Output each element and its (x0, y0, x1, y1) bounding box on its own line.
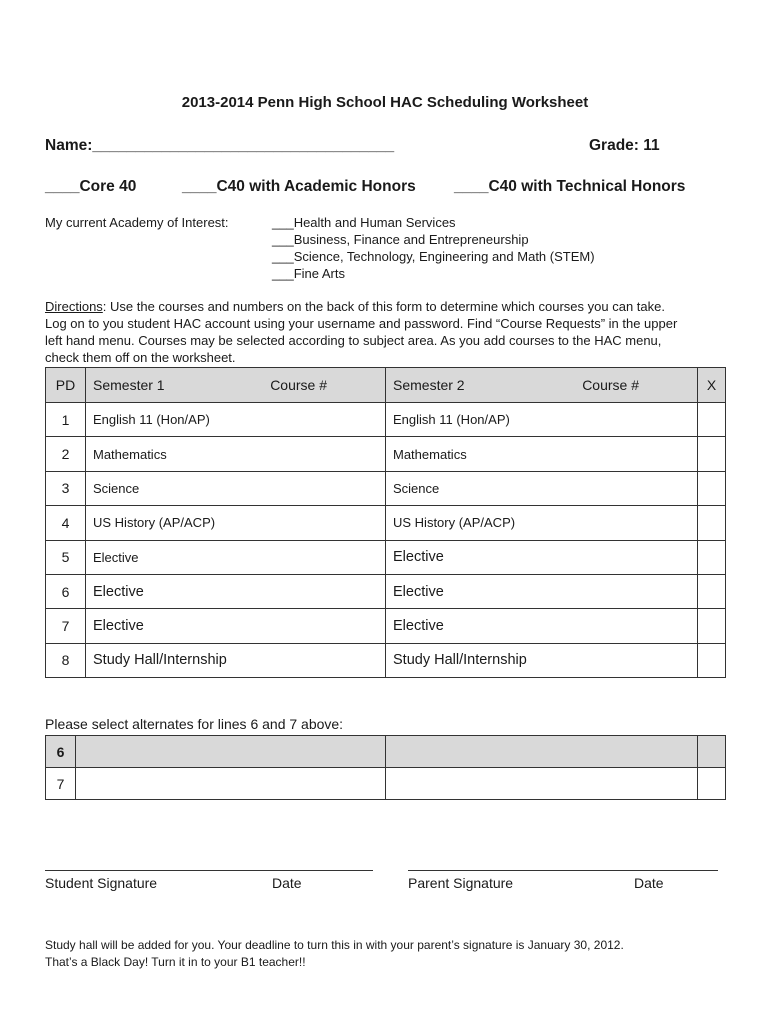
table-row (46, 574, 726, 608)
alternate-semester-1[interactable] (76, 736, 386, 768)
header-x: X (698, 368, 726, 403)
footer-line-1: Study hall will be added for you. Your deadline to turn this in with your parent’s signature is January 30, 2012. (45, 938, 624, 952)
grade-label: Grade: 11 (589, 137, 660, 154)
academy-option-business[interactable]: ___Business, Finance and Entrepreneurship (272, 232, 529, 247)
student-signature-line[interactable] (45, 870, 373, 871)
header-semester-1: Semester 1 Course # (86, 368, 386, 403)
parent-date-label: Date (634, 875, 664, 891)
row-checkbox[interactable] (698, 540, 726, 574)
student-date-label: Date (272, 875, 302, 891)
alternate-row-number: 6 (46, 736, 76, 768)
row-checkbox[interactable] (698, 437, 726, 471)
academy-option-fine-arts[interactable]: ___Fine Arts (272, 266, 345, 281)
row-pd: 7 (46, 609, 86, 643)
row-semester-2[interactable]: Study Hall/Internship (386, 643, 698, 677)
row-semester-2[interactable]: US History (AP/ACP) (386, 506, 698, 540)
track-core40[interactable]: ____Core 40 (45, 178, 137, 195)
table-row (46, 471, 726, 505)
row-pd: 2 (46, 437, 86, 471)
footer-line-2: That’s a Black Day! Turn it in to your B1 teacher!! (45, 955, 306, 969)
row-checkbox[interactable] (698, 403, 726, 437)
row-semester-1[interactable]: English 11 (Hon/AP) (86, 403, 386, 437)
row-checkbox[interactable] (698, 574, 726, 608)
alternate-checkbox[interactable] (698, 736, 726, 768)
academy-option-health[interactable]: ___Health and Human Services (272, 215, 456, 230)
table-row (46, 643, 726, 677)
directions-line-3: left hand menu. Courses may be selected according to subject area. As you add courses to the HAC menu, (45, 333, 662, 348)
table-row (46, 609, 726, 643)
page-title: 2013-2014 Penn High School HAC Scheduling Worksheet (181, 94, 589, 111)
directions-line-4: check them off on the worksheet. (45, 350, 236, 365)
row-semester-1[interactable]: Elective (86, 540, 386, 574)
table-row (46, 437, 726, 471)
track-academic-honors[interactable]: ____C40 with Academic Honors (182, 178, 416, 195)
row-checkbox[interactable] (698, 643, 726, 677)
header-semester-2: Semester 2 Course # (386, 368, 698, 403)
row-semester-2[interactable]: English 11 (Hon/AP) (386, 403, 698, 437)
table-row (46, 403, 726, 437)
academy-option-stem[interactable]: ___Science, Technology, Engineering and Math (STEM) (272, 249, 595, 264)
track-technical-honors[interactable]: ____C40 with Technical Honors (454, 178, 686, 195)
row-semester-1[interactable]: Science (86, 471, 386, 505)
alternate-row (46, 736, 726, 768)
parent-signature-label: Parent Signature (408, 875, 514, 891)
table-row (46, 540, 726, 574)
name-field[interactable]: Name:___________________________________ (45, 137, 395, 154)
row-pd: 3 (46, 471, 86, 505)
directions-line-1: Directions: Use the courses and numbers on the back of this form to determine which courses you can take. (45, 299, 665, 314)
academy-label: My current Academy of Interest: (45, 215, 229, 230)
row-semester-1[interactable]: Elective (86, 609, 386, 643)
alternate-row (46, 768, 726, 800)
alternate-semester-2[interactable] (386, 736, 698, 768)
table-row (46, 506, 726, 540)
row-pd: 6 (46, 574, 86, 608)
student-signature-label: Student Signature (45, 875, 158, 891)
directions-line-2: Log on to you student HAC account using your username and password. Find “Course Requests” in the upper (45, 316, 678, 331)
alternate-checkbox[interactable] (698, 768, 726, 800)
header-pd: PD (46, 368, 86, 403)
row-semester-1[interactable]: US History (AP/ACP) (86, 506, 386, 540)
alternates-table (45, 735, 726, 800)
row-semester-2[interactable]: Mathematics (386, 437, 698, 471)
row-semester-2[interactable]: Elective (386, 540, 698, 574)
alternate-semester-2[interactable] (386, 768, 698, 800)
row-pd: 4 (46, 506, 86, 540)
schedule-table (45, 367, 726, 678)
directions-label: Directions (45, 299, 103, 314)
alternates-label: Please select alternates for lines 6 and 7 above: (45, 716, 344, 732)
row-semester-1[interactable]: Elective (86, 574, 386, 608)
row-semester-1[interactable]: Study Hall/Internship (86, 643, 386, 677)
row-checkbox[interactable] (698, 506, 726, 540)
row-semester-2[interactable]: Elective (386, 609, 698, 643)
row-semester-1[interactable]: Mathematics (86, 437, 386, 471)
schedule-header-row (46, 368, 726, 403)
row-checkbox[interactable] (698, 471, 726, 505)
alternate-semester-1[interactable] (76, 768, 386, 800)
row-semester-2[interactable]: Elective (386, 574, 698, 608)
row-pd: 5 (46, 540, 86, 574)
row-pd: 8 (46, 643, 86, 677)
row-semester-2[interactable]: Science (386, 471, 698, 505)
row-checkbox[interactable] (698, 609, 726, 643)
row-pd: 1 (46, 403, 86, 437)
alternate-row-number: 7 (46, 768, 76, 800)
parent-signature-line[interactable] (408, 870, 718, 871)
